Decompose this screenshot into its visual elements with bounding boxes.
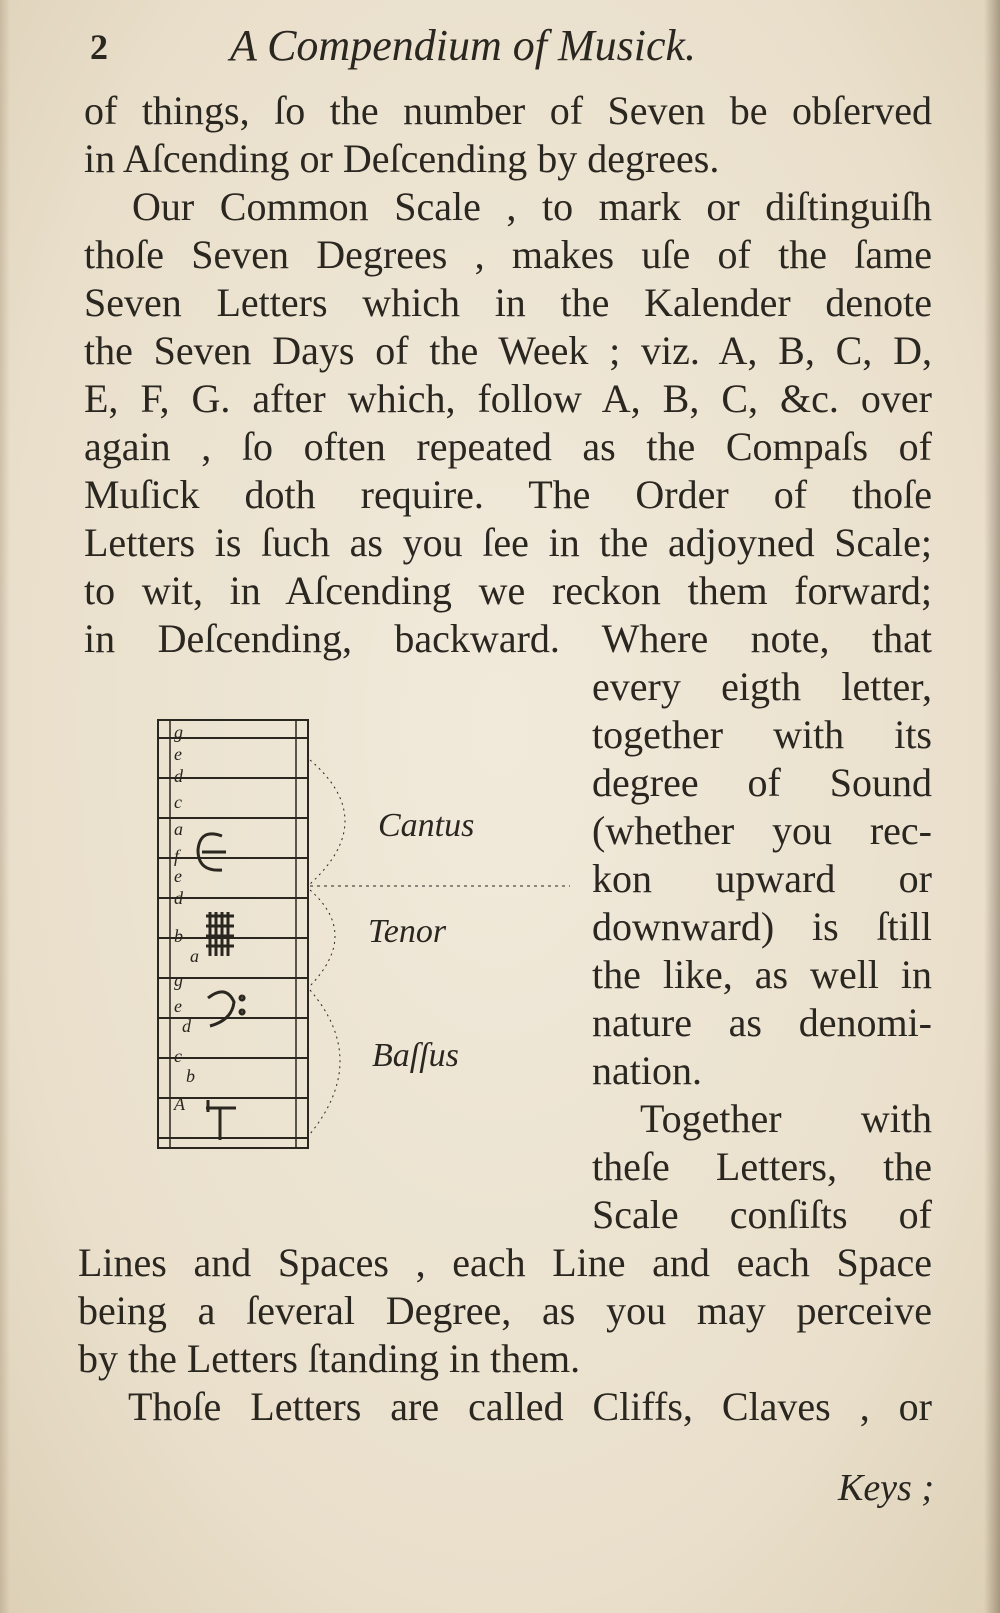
scale-letter: a	[190, 946, 199, 966]
side-text-line: downward) is ſtill	[592, 904, 932, 949]
scale-letter: d	[174, 766, 183, 786]
text-line: thoſe Seven Degrees , makes uſe of the ſame	[84, 232, 932, 277]
text-line: being a ſeveral Degree, as you may perceive	[78, 1288, 932, 1333]
side-text-line: nature as denomi-	[592, 1000, 932, 1045]
text-line: by the Letters ſtanding in them.	[78, 1336, 581, 1381]
scale-letter: a	[174, 819, 183, 839]
side-text-line: Together with	[640, 1096, 932, 1141]
text-line: in Deſcending, backward. Where note, that	[84, 616, 932, 661]
gamut-scale-svg	[110, 690, 580, 1200]
page-edge-left	[0, 0, 10, 1613]
gamut-scale-figure	[110, 690, 580, 1200]
gamma-ut-icon	[206, 1100, 236, 1140]
text-line: Seven Letters which in the Kalender denote	[84, 280, 932, 325]
text-line: to wit, in Aſcending we reckon them forward;	[84, 568, 932, 613]
c-clef-icon	[206, 912, 234, 956]
side-text-line: together with its	[592, 712, 932, 757]
text-line: Thoſe Letters are called Cliffs, Claves , or	[128, 1384, 932, 1429]
page-edge-right	[984, 0, 1000, 1613]
scale-letter: f	[174, 846, 180, 866]
scale-letter: c	[174, 1046, 182, 1066]
scale-letter: b	[186, 1066, 195, 1086]
tenor-bracket	[310, 890, 335, 986]
text-line: of things, ſo the number of Seven be obſerved	[84, 88, 932, 133]
text-line: Our Common Scale , to mark or diſtinguiſh	[132, 184, 932, 229]
scale-letter: e	[174, 866, 182, 886]
text-line: E, F, G. after which, follow A, B, C, &c. over	[84, 376, 932, 421]
scale-letter: A	[174, 1094, 185, 1114]
running-title: A Compendium of Musick.	[230, 21, 697, 70]
side-text-line: (whether you rec-	[592, 808, 932, 853]
running-header	[90, 20, 790, 80]
scale-letter: d	[182, 1016, 191, 1036]
text-line: again , ſo often repeated as the Compaſs of	[84, 424, 932, 469]
bassus-bracket	[310, 990, 340, 1134]
scale-letter: e	[174, 744, 182, 764]
side-text-line: theſe Letters, the	[592, 1144, 932, 1189]
cantus-bracket	[310, 760, 345, 884]
page-number: 2	[90, 27, 108, 67]
scale-letter: g	[174, 970, 183, 990]
scale-letter: d	[174, 888, 183, 908]
treble-clef-icon	[198, 834, 226, 870]
text-line: in Aſcending or Deſcending by degrees.	[84, 136, 720, 181]
bassus-label: Baſſus	[372, 1037, 459, 1074]
side-text-line: the like, as well in	[592, 952, 932, 997]
text-line: Letters is ſuch as you ſee in the adjoyned Scale;	[84, 520, 932, 565]
side-text-line: every eigth letter,	[592, 664, 932, 709]
bass-clef-icon	[208, 992, 244, 1026]
scale-letter: e	[174, 996, 182, 1016]
text-line: the Seven Days of the Week ; viz. A, B, C, D,	[84, 328, 932, 373]
cantus-label: Cantus	[378, 807, 475, 844]
side-text-line: Scale conſiſts of	[592, 1192, 932, 1237]
tenor-label: Tenor	[368, 913, 447, 950]
catchword: Keys ;	[837, 1467, 934, 1509]
scale-letter: b	[174, 926, 183, 946]
scale-letter: g	[174, 722, 183, 742]
side-text-line: kon upward or	[592, 856, 932, 901]
side-text-line: nation.	[592, 1048, 702, 1093]
text-line: Lines and Spaces , each Line and each Space	[78, 1240, 932, 1285]
scale-letters	[173, 722, 199, 1114]
scale-letter: c	[174, 792, 182, 812]
text-line: Muſick doth require. The Order of thoſe	[84, 472, 932, 517]
side-text-line: degree of Sound	[592, 760, 932, 805]
